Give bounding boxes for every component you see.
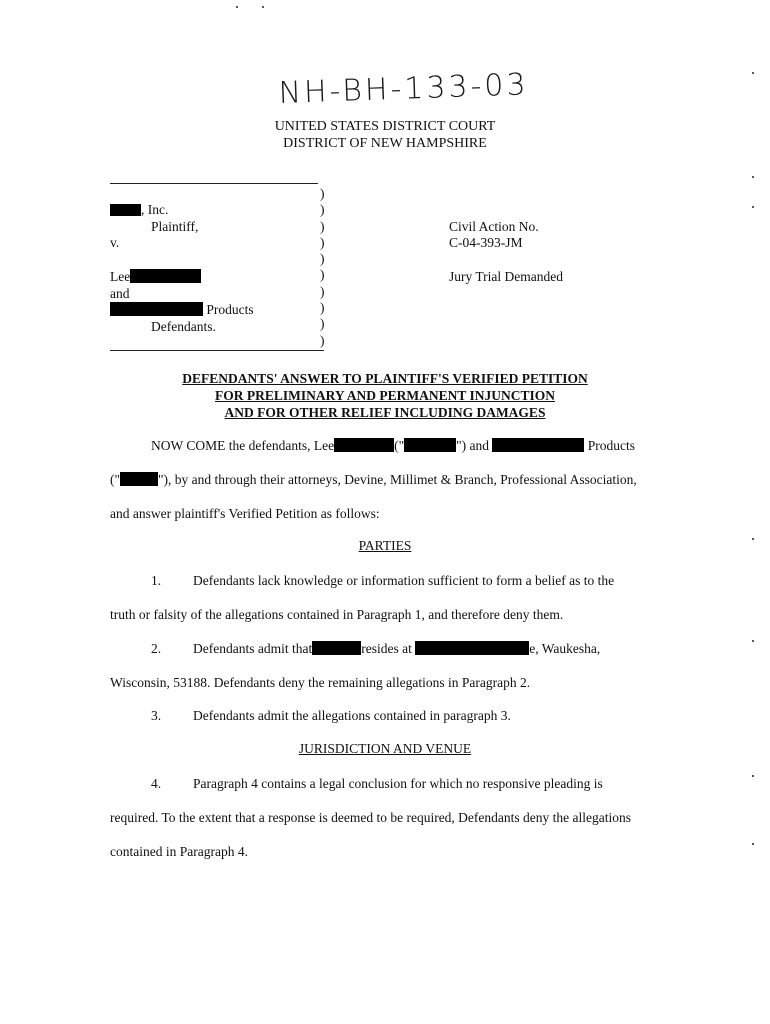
redaction-box [110, 302, 203, 316]
redaction-box [120, 472, 158, 486]
scan-speck [752, 538, 754, 540]
caption-top-rule [110, 183, 318, 184]
intro-line3: and answer plaintiff's Verified Petition as follows: [110, 506, 380, 521]
scan-speck [752, 176, 754, 178]
caption-bottom-rule [110, 350, 324, 351]
plaintiff-line [110, 202, 168, 218]
scan-speck [752, 206, 754, 208]
redaction-box [404, 438, 456, 452]
paragraph-1-number: 1. [151, 573, 162, 588]
redaction-box [334, 438, 394, 452]
redaction-box [415, 641, 529, 655]
court-district: DISTRICT OF NEW HAMPSHIRE [283, 136, 487, 151]
redaction-box [312, 641, 361, 655]
paragraph-2-line1: Defendants admit that resides at e, Waukesha, [193, 641, 601, 656]
defendant2-suffix: Products [206, 302, 254, 317]
court-name: UNITED STATES DISTRICT COURT [274, 119, 496, 134]
paragraph-2-line2: Wisconsin, 53188. Defendants deny the remaining allegations in Paragraph 2. [110, 675, 531, 690]
redaction-box [130, 269, 201, 283]
scan-speck [752, 72, 754, 74]
document-title-line1: DEFENDANTS' ANSWER TO PLAINTIFF'S VERIFIED PETITION [182, 371, 588, 386]
scan-speck [752, 775, 754, 777]
plaintiff-label: Plaintiff, [151, 219, 199, 234]
paragraph-4-line2: required. To the extent that a response is deemed to be required, Defendants deny the allegations [110, 810, 632, 825]
defendant1-prefix: Lee [110, 269, 131, 284]
paragraph-3-number: 3. [151, 708, 162, 723]
redaction-box [492, 438, 584, 452]
intro-line2: (" "), by and through their attorneys, Devine, Millimet & Branch, Professional Association, [110, 472, 637, 487]
defendant1-line [110, 269, 201, 285]
section-heading-jurisdiction: JURISDICTION AND VENUE [298, 741, 472, 756]
section-heading-parties: PARTIES [358, 538, 412, 553]
jury-trial-demand: Jury Trial Demanded [449, 269, 563, 284]
and-label: and [110, 286, 130, 301]
civil-action-number: C-04-393-JM [449, 235, 523, 250]
paragraph-1-line1: Defendants lack knowledge or information sufficient to form a belief as to the [193, 573, 615, 588]
paragraph-4-line1: Paragraph 4 contains a legal conclusion for which no responsive pleading is [193, 776, 603, 791]
paragraph-4-line3: contained in Paragraph 4. [110, 844, 248, 859]
document-title-line3: AND FOR OTHER RELIEF INCLUDING DAMAGES [224, 405, 546, 420]
scan-speck [262, 6, 264, 8]
defendant2-line [110, 302, 254, 318]
scan-speck [236, 6, 238, 8]
plaintiff-name-suffix: , Inc. [141, 202, 169, 217]
scan-speck [752, 640, 754, 642]
versus-label: v. [110, 235, 120, 250]
defendants-label: Defendants. [151, 319, 216, 334]
redaction-box [110, 204, 141, 216]
document-title-line2: FOR PRELIMINARY AND PERMANENT INJUNCTION [214, 388, 556, 403]
civil-action-label: Civil Action No. [449, 219, 539, 234]
paragraph-2-number: 2. [151, 641, 162, 656]
paragraph-4-number: 4. [151, 776, 162, 791]
paragraph-3-line1: Defendants admit the allegations contained in paragraph 3. [193, 708, 511, 723]
scan-speck [752, 843, 754, 845]
paragraph-1-line2: truth or falsity of the allegations contained in Paragraph 1, and therefore deny them. [110, 607, 564, 622]
intro-line1: NOW COME the defendants, Lee (" ") and Products [151, 438, 635, 453]
caption-parenthesis-column: ) ) ) ) ) ) ) ) ) ) [320, 186, 325, 348]
handwritten-document-id: NH-BH-133-03 [278, 67, 530, 111]
